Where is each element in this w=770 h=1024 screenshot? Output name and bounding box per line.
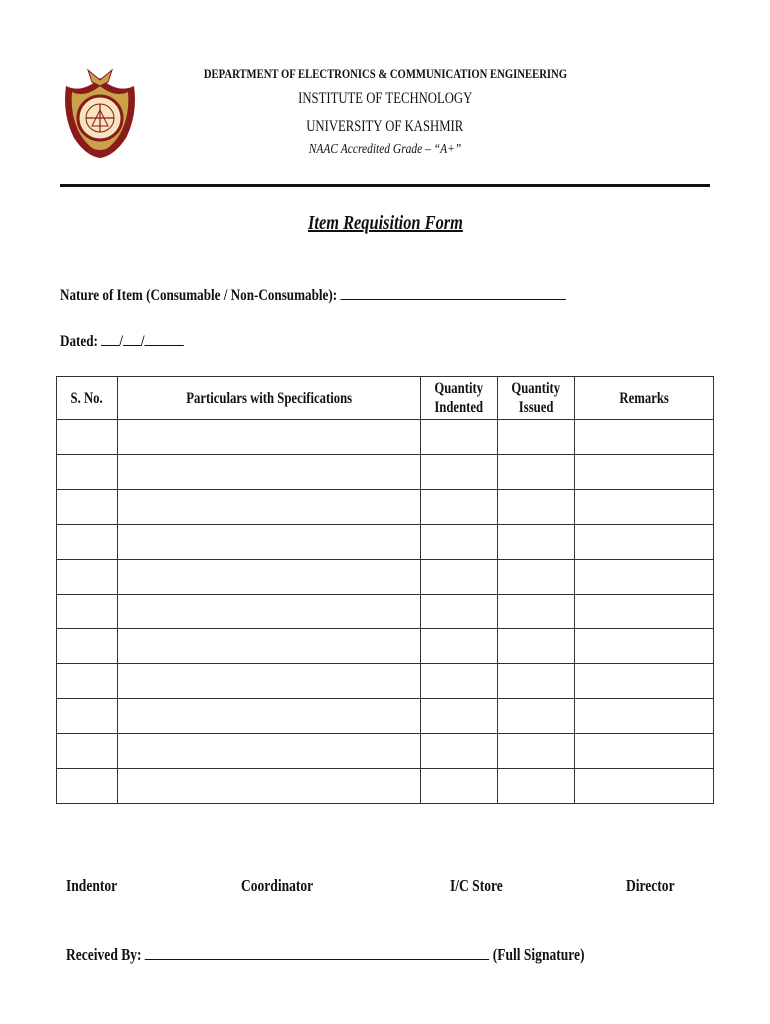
cell-particulars[interactable] xyxy=(118,489,421,524)
nature-of-item-line xyxy=(60,284,677,305)
cell-qty-issued[interactable] xyxy=(498,489,575,524)
cell-remarks[interactable] xyxy=(575,629,714,664)
cell-remarks[interactable] xyxy=(575,769,714,804)
cell-remarks[interactable] xyxy=(575,664,714,699)
date-day-field[interactable] xyxy=(101,330,119,346)
university-name: UNIVERSITY OF KASHMIR xyxy=(306,118,464,135)
cell-qty-indented[interactable] xyxy=(421,594,498,629)
received-by-field[interactable] xyxy=(145,944,489,960)
cell-sno[interactable] xyxy=(57,769,118,804)
cell-particulars[interactable] xyxy=(118,664,421,699)
cell-remarks[interactable] xyxy=(575,734,714,769)
cell-particulars[interactable] xyxy=(118,420,421,455)
cell-remarks[interactable] xyxy=(575,594,714,629)
full-signature-label: (Full Signature) xyxy=(492,945,585,964)
cell-particulars[interactable] xyxy=(118,734,421,769)
cell-particulars[interactable] xyxy=(118,699,421,734)
cell-qty-issued[interactable] xyxy=(498,664,575,699)
cell-qty-issued[interactable] xyxy=(498,524,575,559)
cell-qty-indented[interactable] xyxy=(421,699,498,734)
date-separator: / xyxy=(119,333,123,350)
cell-qty-indented[interactable] xyxy=(421,664,498,699)
cell-particulars[interactable] xyxy=(118,629,421,664)
institute-name: INSTITUTE OF TECHNOLOGY xyxy=(297,90,473,107)
table-row xyxy=(57,769,714,804)
date-separator: / xyxy=(140,333,145,350)
date-year-field[interactable] xyxy=(145,330,184,346)
cell-qty-indented[interactable] xyxy=(421,420,498,455)
table-row xyxy=(57,734,714,769)
dated-line xyxy=(60,330,211,351)
signature-coordinator: Coordinator xyxy=(241,876,314,895)
col-header-particulars: Particulars with Specifications xyxy=(118,377,421,420)
cell-qty-indented[interactable] xyxy=(421,454,498,489)
cell-qty-indented[interactable] xyxy=(421,629,498,664)
col-header-qty-indented: Quantity Indented xyxy=(421,377,498,420)
cell-sno[interactable] xyxy=(57,559,118,594)
university-emblem-logo xyxy=(60,64,140,160)
cell-sno[interactable] xyxy=(57,420,118,455)
cell-sno[interactable] xyxy=(57,629,118,664)
cell-particulars[interactable] xyxy=(118,559,421,594)
cell-qty-issued[interactable] xyxy=(498,454,575,489)
table-row xyxy=(57,594,714,629)
cell-qty-issued[interactable] xyxy=(498,699,575,734)
cell-qty-indented[interactable] xyxy=(421,559,498,594)
cell-qty-issued[interactable] xyxy=(498,594,575,629)
date-month-field[interactable] xyxy=(123,330,141,346)
col-header-qty-issued: Quantity Issued xyxy=(498,377,575,420)
table-header-row xyxy=(57,377,714,420)
signature-director: Director xyxy=(626,876,675,895)
cell-qty-indented[interactable] xyxy=(421,489,498,524)
nature-of-item-label: Nature of Item (Consumable / Non-Consumable): xyxy=(60,287,338,304)
cell-particulars[interactable] xyxy=(118,524,421,559)
cell-remarks[interactable] xyxy=(575,454,714,489)
table-row xyxy=(57,699,714,734)
table-row xyxy=(57,629,714,664)
received-by-label: Received By: xyxy=(66,945,142,964)
form-title: Item Requisition Form xyxy=(307,212,463,234)
cell-qty-indented[interactable] xyxy=(421,734,498,769)
department-name: DEPARTMENT OF ELECTRONICS & COMMUNICATION ENGINEERING xyxy=(203,66,567,81)
table-row xyxy=(57,664,714,699)
cell-qty-issued[interactable] xyxy=(498,420,575,455)
cell-qty-issued[interactable] xyxy=(498,734,575,769)
table-row xyxy=(57,524,714,559)
cell-qty-issued[interactable] xyxy=(498,629,575,664)
header-divider xyxy=(60,184,710,187)
cell-sno[interactable] xyxy=(57,664,118,699)
accreditation-line: NAAC Accredited Grade – “A+” xyxy=(308,142,462,157)
received-by-line xyxy=(66,944,698,965)
nature-of-item-field[interactable] xyxy=(340,284,566,300)
dated-label: Dated: xyxy=(60,333,98,350)
cell-remarks[interactable] xyxy=(575,524,714,559)
cell-particulars[interactable] xyxy=(118,769,421,804)
requisition-table xyxy=(56,376,714,804)
signature-indentor: Indentor xyxy=(66,876,118,895)
cell-sno[interactable] xyxy=(57,489,118,524)
cell-sno[interactable] xyxy=(57,524,118,559)
cell-sno[interactable] xyxy=(57,454,118,489)
cell-qty-issued[interactable] xyxy=(498,559,575,594)
table-row xyxy=(57,559,714,594)
cell-sno[interactable] xyxy=(57,699,118,734)
col-header-remarks: Remarks xyxy=(575,377,714,420)
cell-qty-issued[interactable] xyxy=(498,769,575,804)
cell-particulars[interactable] xyxy=(118,594,421,629)
cell-remarks[interactable] xyxy=(575,559,714,594)
signature-ic-store: I/C Store xyxy=(450,876,503,895)
cell-remarks[interactable] xyxy=(575,699,714,734)
cell-remarks[interactable] xyxy=(575,420,714,455)
cell-qty-indented[interactable] xyxy=(421,769,498,804)
cell-sno[interactable] xyxy=(57,734,118,769)
table-row xyxy=(57,420,714,455)
cell-sno[interactable] xyxy=(57,594,118,629)
table-row xyxy=(57,454,714,489)
cell-particulars[interactable] xyxy=(118,454,421,489)
cell-qty-indented[interactable] xyxy=(421,524,498,559)
cell-remarks[interactable] xyxy=(575,489,714,524)
col-header-sno: S. No. xyxy=(57,377,118,420)
table-row xyxy=(57,489,714,524)
